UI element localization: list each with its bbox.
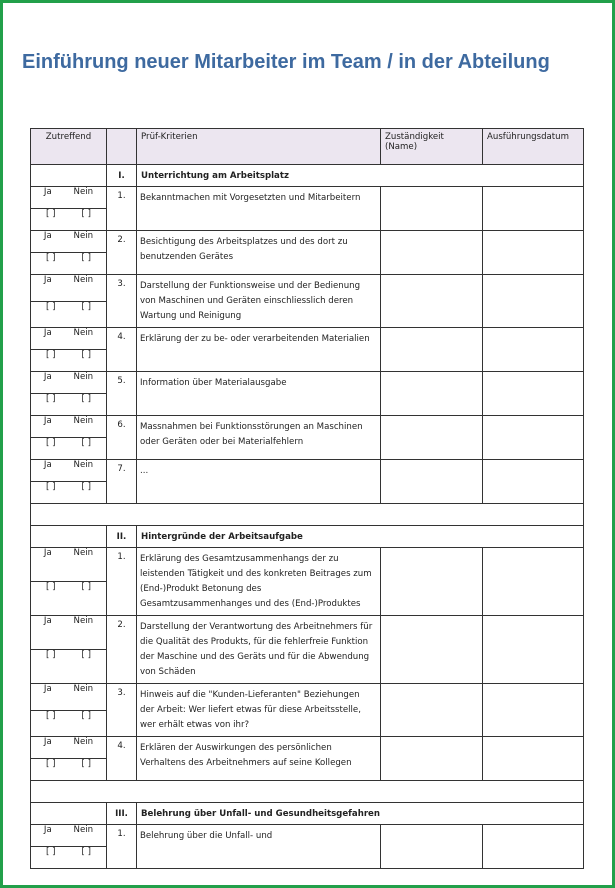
responsibility-cell[interactable] [381,372,483,416]
no-checkbox[interactable]: [ ] [81,438,91,448]
section-title: Unterrichtung am Arbeitsplatz [137,165,584,187]
criterion-number: 3. [107,275,137,328]
yes-no-labels [31,616,107,650]
execution-date-cell[interactable] [483,231,584,275]
section-numeral: I. [107,165,137,187]
criterion-number: 7. [107,460,137,504]
criterion-text: Hinweis auf die "Kunden-Lieferanten" Beziehungen der Arbeit: Wer liefert etwas für diese Arbeitsstelle, wer erhält etwas von ihr? [137,684,381,737]
yes-no-labels [31,825,107,847]
header-number [107,129,137,165]
responsibility-cell[interactable] [381,825,483,869]
criterion-row [31,684,584,711]
section-title: Belehrung über Unfall- und Gesundheitsgefahren [137,803,584,825]
criterion-row [31,231,584,253]
no-checkbox[interactable]: [ ] [81,394,91,404]
yes-no-checkboxes [31,301,107,328]
responsibility-cell[interactable] [381,737,483,781]
no-label: Nein [73,460,94,470]
execution-date-cell[interactable] [483,187,584,231]
yes-checkbox[interactable]: [ ] [46,350,56,360]
responsibility-cell[interactable] [381,328,483,372]
no-checkbox[interactable]: [ ] [81,847,91,857]
yes-label: Ja [43,416,52,426]
document-title: Einführung neuer Mitarbeiter im Team / in der Abteilung [22,51,550,73]
execution-date-cell[interactable] [483,616,584,684]
header-pruef-kriterien: Prüf-Kriterien [137,129,381,165]
yes-no-labels [31,372,107,394]
yes-no-labels [31,684,107,711]
no-checkbox[interactable]: [ ] [81,582,91,592]
no-label: Nein [73,684,94,694]
no-label: Nein [73,616,94,626]
criterion-row [31,460,584,482]
yes-no-checkboxes [31,209,107,231]
checklist-table [30,128,584,869]
criterion-number: 4. [107,328,137,372]
criterion-text: Belehrung über die Unfall- und [137,825,381,869]
no-checkbox[interactable]: [ ] [81,710,91,721]
criterion-number: 1. [107,187,137,231]
no-label: Nein [73,825,94,835]
execution-date-cell[interactable] [483,275,584,328]
no-label: Nein [73,737,94,747]
yes-label: Ja [43,825,52,835]
criterion-row [31,548,584,582]
criterion-text: Massnahmen bei Funktionsstörungen an Maschinen oder Geräten oder bei Materialfehlern [137,416,381,460]
responsibility-cell[interactable] [381,616,483,684]
yes-no-checkboxes [31,350,107,372]
execution-date-cell[interactable] [483,684,584,737]
responsibility-cell[interactable] [381,416,483,460]
table-body [31,165,584,869]
criterion-row [31,328,584,350]
execution-date-cell[interactable] [483,460,584,504]
yes-checkbox[interactable]: [ ] [46,482,56,492]
section-numeral: II. [107,526,137,548]
yes-no-labels [31,187,107,209]
yes-no-labels [31,460,107,482]
section-header-row [31,526,584,548]
responsibility-cell[interactable] [381,187,483,231]
execution-date-cell[interactable] [483,548,584,616]
execution-date-cell[interactable] [483,416,584,460]
yes-label: Ja [43,372,52,382]
yes-no-checkboxes [31,438,107,460]
yes-checkbox[interactable]: [ ] [46,847,56,857]
execution-date-cell[interactable] [483,737,584,781]
criterion-number: 6. [107,416,137,460]
criterion-row [31,737,584,759]
yes-no-labels [31,548,107,582]
criterion-number: 2. [107,616,137,684]
yes-no-checkboxes [31,847,107,869]
header-zutreffend: Zutreffend [31,129,107,165]
responsibility-cell[interactable] [381,460,483,504]
criterion-text: Information über Materialausgabe [137,372,381,416]
criterion-number: 4. [107,737,137,781]
execution-date-cell[interactable] [483,825,584,869]
yes-no-labels [31,231,107,253]
yes-checkbox[interactable]: [ ] [46,438,56,448]
section-header-row [31,803,584,825]
yes-label: Ja [43,684,52,694]
criterion-row [31,187,584,209]
no-checkbox[interactable]: [ ] [81,650,91,660]
no-label: Nein [73,187,94,197]
yes-checkbox[interactable]: [ ] [46,759,56,769]
no-label: Nein [73,231,94,241]
spacer-row [31,504,584,526]
no-checkbox[interactable]: [ ] [81,759,91,769]
yes-no-checkboxes [31,710,107,737]
no-checkbox[interactable]: [ ] [81,209,91,219]
no-label: Nein [73,275,94,285]
yes-no-labels [31,275,107,302]
yes-no-checkboxes [31,394,107,416]
no-checkbox[interactable]: [ ] [81,301,91,312]
criterion-text: Besichtigung des Arbeitsplatzes und des dort zu benutzenden Gerätes [137,231,381,275]
no-label: Nein [73,548,94,558]
criterion-text: ... [137,460,381,504]
execution-date-cell[interactable] [483,328,584,372]
criterion-number: 1. [107,825,137,869]
responsibility-cell[interactable] [381,231,483,275]
criterion-text: Erklärung des Gesamtzusammenhangs der zu leistenden Tätigkeit und des konkreten Beitrages zum (End-)Produkt Betonung des Gesamtzusammenhanges und des (End-)Produktes [137,548,381,616]
execution-date-cell[interactable] [483,372,584,416]
yes-label: Ja [43,737,52,747]
criterion-text: Bekanntmachen mit Vorgesetzten und Mitarbeitern [137,187,381,231]
criterion-row [31,372,584,394]
no-label: Nein [73,372,94,382]
criterion-row [31,825,584,847]
responsibility-cell[interactable] [381,684,483,737]
criterion-text: Darstellung der Funktionsweise und der Bedienung von Maschinen und Geräten einschliesslich deren Wartung und Reinigung [137,275,381,328]
responsibility-cell[interactable] [381,548,483,616]
criterion-row [31,275,584,302]
criterion-number: 2. [107,231,137,275]
header-zustaendigkeit: Zuständigkeit (Name) [381,129,483,165]
criterion-row [31,416,584,438]
criterion-row [31,616,584,650]
yes-no-labels [31,737,107,759]
criterion-text: Erklärung der zu be- oder verarbeitenden Materialien [137,328,381,372]
yes-no-checkboxes [31,582,107,616]
no-label: Nein [73,328,94,338]
yes-no-checkboxes [31,253,107,275]
criterion-text: Darstellung der Verantwortung des Arbeitnehmers für die Qualität des Produkts, für die fehlerfreie Funktion der Maschine und des Geräts und für die Abwendung von Schäden [137,616,381,684]
criterion-number: 3. [107,684,137,737]
yes-checkbox[interactable]: [ ] [46,301,56,312]
criterion-text: Erklären der Auswirkungen des persönlichen Verhaltens des Arbeitnehmers auf seine Kollegen [137,737,381,781]
yes-no-checkboxes [31,482,107,504]
table-header [31,129,584,165]
criterion-number: 1. [107,548,137,616]
yes-label: Ja [43,187,52,197]
yes-checkbox[interactable]: [ ] [46,209,56,219]
yes-label: Ja [43,460,52,470]
yes-no-checkboxes [31,650,107,684]
yes-checkbox[interactable]: [ ] [46,710,56,721]
yes-label: Ja [43,616,52,626]
section-numeral: III. [107,803,137,825]
yes-checkbox[interactable]: [ ] [46,394,56,404]
section-header-row [31,165,584,187]
spacer-row [31,781,584,803]
no-label: Nein [73,416,94,426]
yes-label: Ja [43,231,52,241]
yes-checkbox[interactable]: [ ] [46,253,56,263]
yes-label: Ja [43,275,52,285]
no-checkbox[interactable]: [ ] [81,482,91,492]
yes-no-labels [31,328,107,350]
responsibility-cell[interactable] [381,275,483,328]
yes-no-checkboxes [31,759,107,781]
yes-checkbox[interactable]: [ ] [46,650,56,660]
yes-label: Ja [43,548,52,558]
yes-checkbox[interactable]: [ ] [46,582,56,592]
no-checkbox[interactable]: [ ] [81,253,91,263]
yes-no-labels [31,416,107,438]
header-ausfuehrungsdatum: Ausführungsdatum [483,129,584,165]
section-title: Hintergründe der Arbeitsaufgabe [137,526,584,548]
yes-label: Ja [43,328,52,338]
no-checkbox[interactable]: [ ] [81,350,91,360]
criterion-number: 5. [107,372,137,416]
